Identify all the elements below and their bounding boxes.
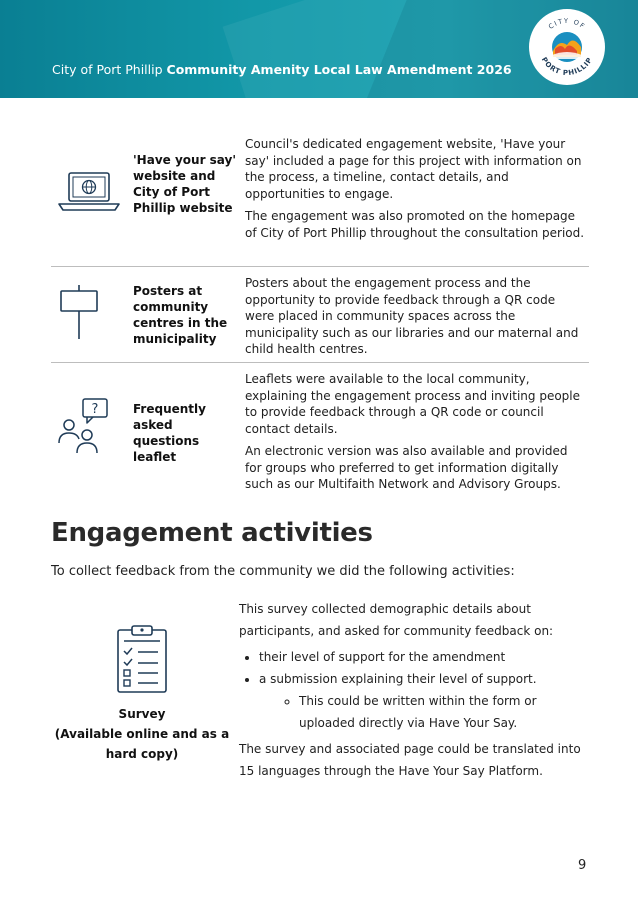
communication-channels-table <box>51 130 589 499</box>
people-question-icon <box>57 397 111 453</box>
svg-text:CITY OF: CITY OF <box>547 16 588 31</box>
survey-lead: This survey collected demographic details about participants, and asked for community feedback on: <box>239 602 554 638</box>
table-row <box>51 267 589 363</box>
channel-label: Frequently asked questions leaflet <box>133 402 206 464</box>
svg-text:?: ? <box>91 402 99 417</box>
laptop-globe-icon <box>57 170 121 214</box>
channel-description: Leaflets were available to the local community, explaining the engagement process and inviting people to provide feedback through a QR code or council contact details. An electronic version was also available and provided for groups who preferred to get information digitally such as our Multifaith Network and Advisory Groups. <box>245 372 580 491</box>
list-item: • a submission explaining their level of support. ◦ This could be written within the form or uploaded directly via Have Your Say. <box>259 668 589 734</box>
channel-description: Posters about the engagement process and the opportunity to provide feedback through a QR code were placed in community spaces across the municipality such as our libraries and our maternal and child health centres. <box>245 276 579 356</box>
section-intro: To collect feedback from the community we did the following activities: <box>51 564 515 579</box>
table-row <box>51 130 589 267</box>
svg-text:PORT PHILLIP: PORT PHILLIP <box>539 55 595 78</box>
section-heading: Engagement activities <box>51 518 373 548</box>
page-header <box>0 0 638 98</box>
list-item: • their level of support for the amendment <box>259 646 589 668</box>
channel-label: 'Have your say' website and City of Port Phillip website <box>133 153 237 215</box>
survey-bullets <box>239 646 589 734</box>
survey-description <box>239 598 589 782</box>
city-of-port-phillip-logo <box>529 9 605 85</box>
document-title: City of Port Phillip Community Amenity Local Law Amendment 2026 <box>52 62 512 77</box>
channel-label: Posters at community centres in the municipality <box>133 284 228 346</box>
channel-description: Council's dedicated engagement website, 'Have your say' included a page for this project with information on the process, a timeline, contact details, and opportunities to engage. The engagement was also promoted on the homepage of City of Port Phillip throughout the consultation period. <box>245 137 585 240</box>
signboard-icon <box>57 285 101 341</box>
survey-label: Survey (Available online and as a hard copy) <box>54 707 230 761</box>
page-number: 9 <box>578 858 587 873</box>
table-row <box>51 363 589 499</box>
clipboard-checklist-icon <box>116 624 168 694</box>
survey-closing: The survey and associated page could be translated into 15 languages through the Have Your Say Platform. <box>239 742 581 778</box>
sub-list-item: ◦ This could be written within the form or uploaded directly via Have Your Say. <box>299 690 589 734</box>
